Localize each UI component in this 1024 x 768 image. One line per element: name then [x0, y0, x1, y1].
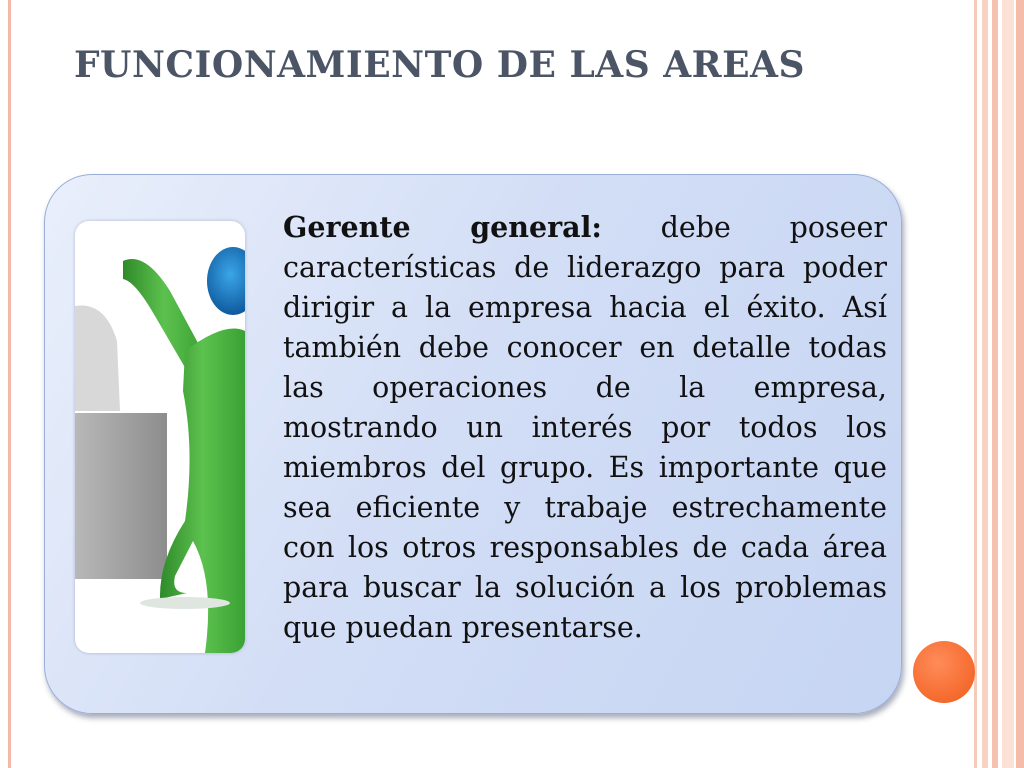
- orange-circle-decoration: [913, 641, 975, 703]
- stripe: [1016, 0, 1024, 768]
- illustration-frame: [75, 221, 245, 653]
- left-border-line: [8, 0, 11, 768]
- content-card: [44, 174, 902, 714]
- description-paragraph: [283, 207, 887, 648]
- stripe: [982, 0, 988, 768]
- slide-title: FUNCIONAMIENTO DE LAS AREAS: [74, 44, 805, 86]
- stripe: [1002, 0, 1014, 768]
- stripe: [992, 0, 998, 768]
- term-label: Gerente general:: [283, 210, 602, 244]
- stripe: [974, 0, 977, 768]
- green-figure-icon: [75, 221, 245, 653]
- right-decorative-stripes: [974, 0, 1024, 768]
- description-text: debe poseer características de liderazgo para poder dirigir a la empresa hacia el éxito. Así también debe conocer en detalle todas las operaciones de la empresa, mostrando un interés por todos los miembros del grupo. Es importante que sea eficiente y trabaje estrechamente con los otros responsables de cada área para buscar la solución a los problemas que puedan presentarse.: [283, 211, 887, 644]
